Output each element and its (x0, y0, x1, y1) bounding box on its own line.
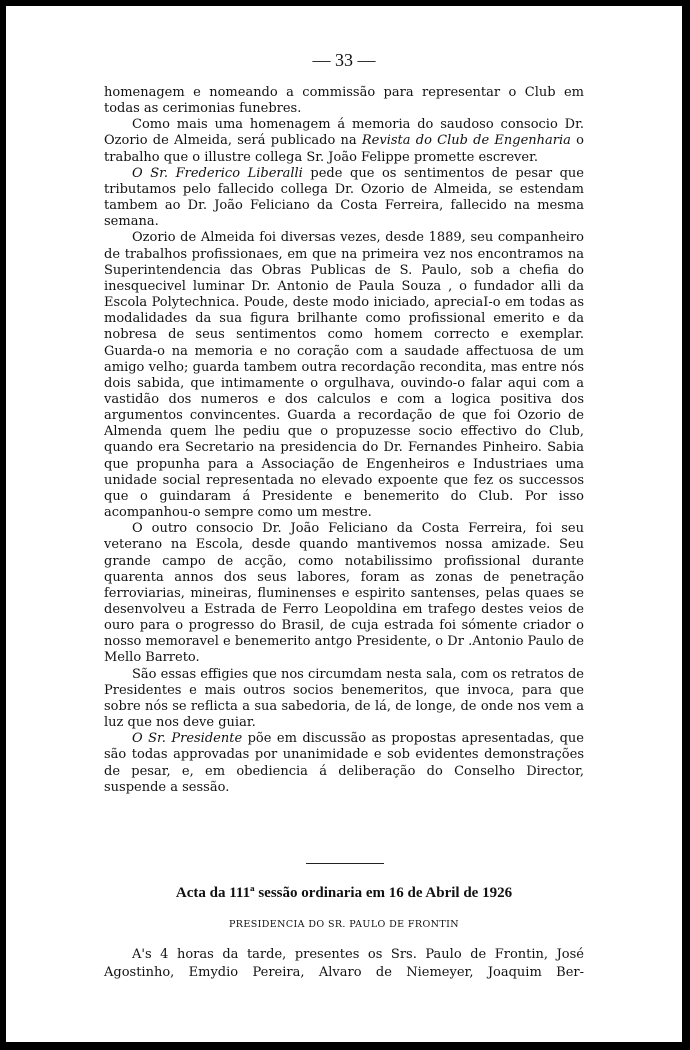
text-run: põe em discussão as propostas apresentadas, que são todas approvadas por unanimidade e sob evidentes demonstrações de pesar, e, em obediencia á deliberação do Conselho Director, suspende a sessão. (104, 731, 585, 795)
paragraph-attendance: A's 4 horas da tarde, presentes os Srs. Paulo de Frontin, José Agostinho, Emydio Pereira, Alvaro de Niemeyer, Joaquim Ber- (104, 947, 584, 980)
text-run: Como mais uma homenagem á memoria do saudoso consocio Dr. Ozorio de Almeida, será publicado na (104, 117, 584, 149)
page-number: — 33 — (312, 50, 376, 70)
paragraph-session-suspended (104, 731, 584, 796)
paragraph-costa-ferreira-eulogy: O outro consocio Dr. João Feliciano da Costa Ferreira, foi seu veterano na Escola, desde quando mantivemos nossa amizade. Seu grande campo de acção, como notabilissimo profissional durante quarenta annos dos seus labores, foram as zonas de penetração ferroviarias, mineiras, fluminenses e espirito santenses, pelas quaes se desenvolveu a Estrada de Ferro Leopoldina em trafego destes veios de ouro para o progresso do Brasil, de cuja estrada foi sómente criador o nosso memoravel e benemerito antgo Presidente, o Dr .Antonio Paulo de Mello Barreto. (104, 521, 584, 666)
speaker-name: O Sr. Presidente (132, 731, 243, 747)
speaker-name: O Sr. Frederico Liberalli (132, 165, 303, 181)
session-title: Acta da 111ª sessão ordinaria em 16 de Abril de 1926 (175, 885, 513, 901)
paragraph-ozorio-eulogy: Ozorio de Almeida foi diversas vezes, desde 1889, seu companheiro de trabalhos profissionaes, em que na primeira vez nos encontramos na Superintendencia das Obras Publicas de S. Paulo, sob a chefia do inesquecivel luminar Dr. Antonio de Paula Souza , o fundador alli da Escola Polytechnica. Poude, deste modo iniciado, apreciaI-o em todas as modalidades da sua figura brilhante como profissional emerito e da nobresa de seus sentimentos como homem correcto e exemplar. Guarda-o na memoria e no coração com a saudade affectuosa de um amigo velho; guarda tambem outra recordação recondita, mas entre nós dois sabida, que intimamente o orgulhava, ouvindo-o falar aqui com a vastidão dos numeros e dos calculos e com a logica positiva dos argumentos convincentes. Guarda a recordação de que foi Ozorio de Almenda quem lhe pediu que o propuzesse socio effectivo do Club, quando era Secretario na presidencia do Dr. Fernandes Pinheiro. Sabia que propunha para a Associação de Engenheiros e Industriaes uma unidade social representada no elevado expoente que fez os successos que o guindaram á Presidente e benemerito do Club. Por isso acompanhou-o sempre como um mestre. (104, 230, 584, 521)
section-divider (306, 863, 384, 864)
paragraph-portraits: São essas effigies que nos circumdam nesta sala, com os retratos de Presidentes e mais outros socios benemeritos, que invoca, para que sobre nós se reflicta a sua sabedoria, de lá, de longe, de onde nos vem a luz que nos deve guiar. (104, 666, 584, 731)
text-run: pede que os sentimentos de pesar que tributamos pelo fallecido collega Dr. Ozorio de Almeida, se estendam tambem ao Dr. João Feliciano da Costa Ferreira, fallecido na mesma semana. (104, 165, 584, 230)
journal-title: Revista do Club de Engenharia (361, 133, 571, 149)
minutes-text (104, 85, 584, 796)
text-run: o trabalho que o illustre collega Sr. João Felippe promette escrever. (104, 133, 584, 165)
paragraph-liberalli-motion (104, 166, 584, 231)
paragraph-funeral-commission: homenagem e nomeando a commissão para representar o Club em todas as cerimonias funebres. (104, 85, 584, 117)
document-page (6, 6, 682, 1042)
session-opening (104, 946, 584, 982)
paragraph-revista-tribute (104, 117, 584, 165)
session-presidency: PRESIDENCIA DO SR. PAULO DE FRONTIN (229, 919, 459, 930)
